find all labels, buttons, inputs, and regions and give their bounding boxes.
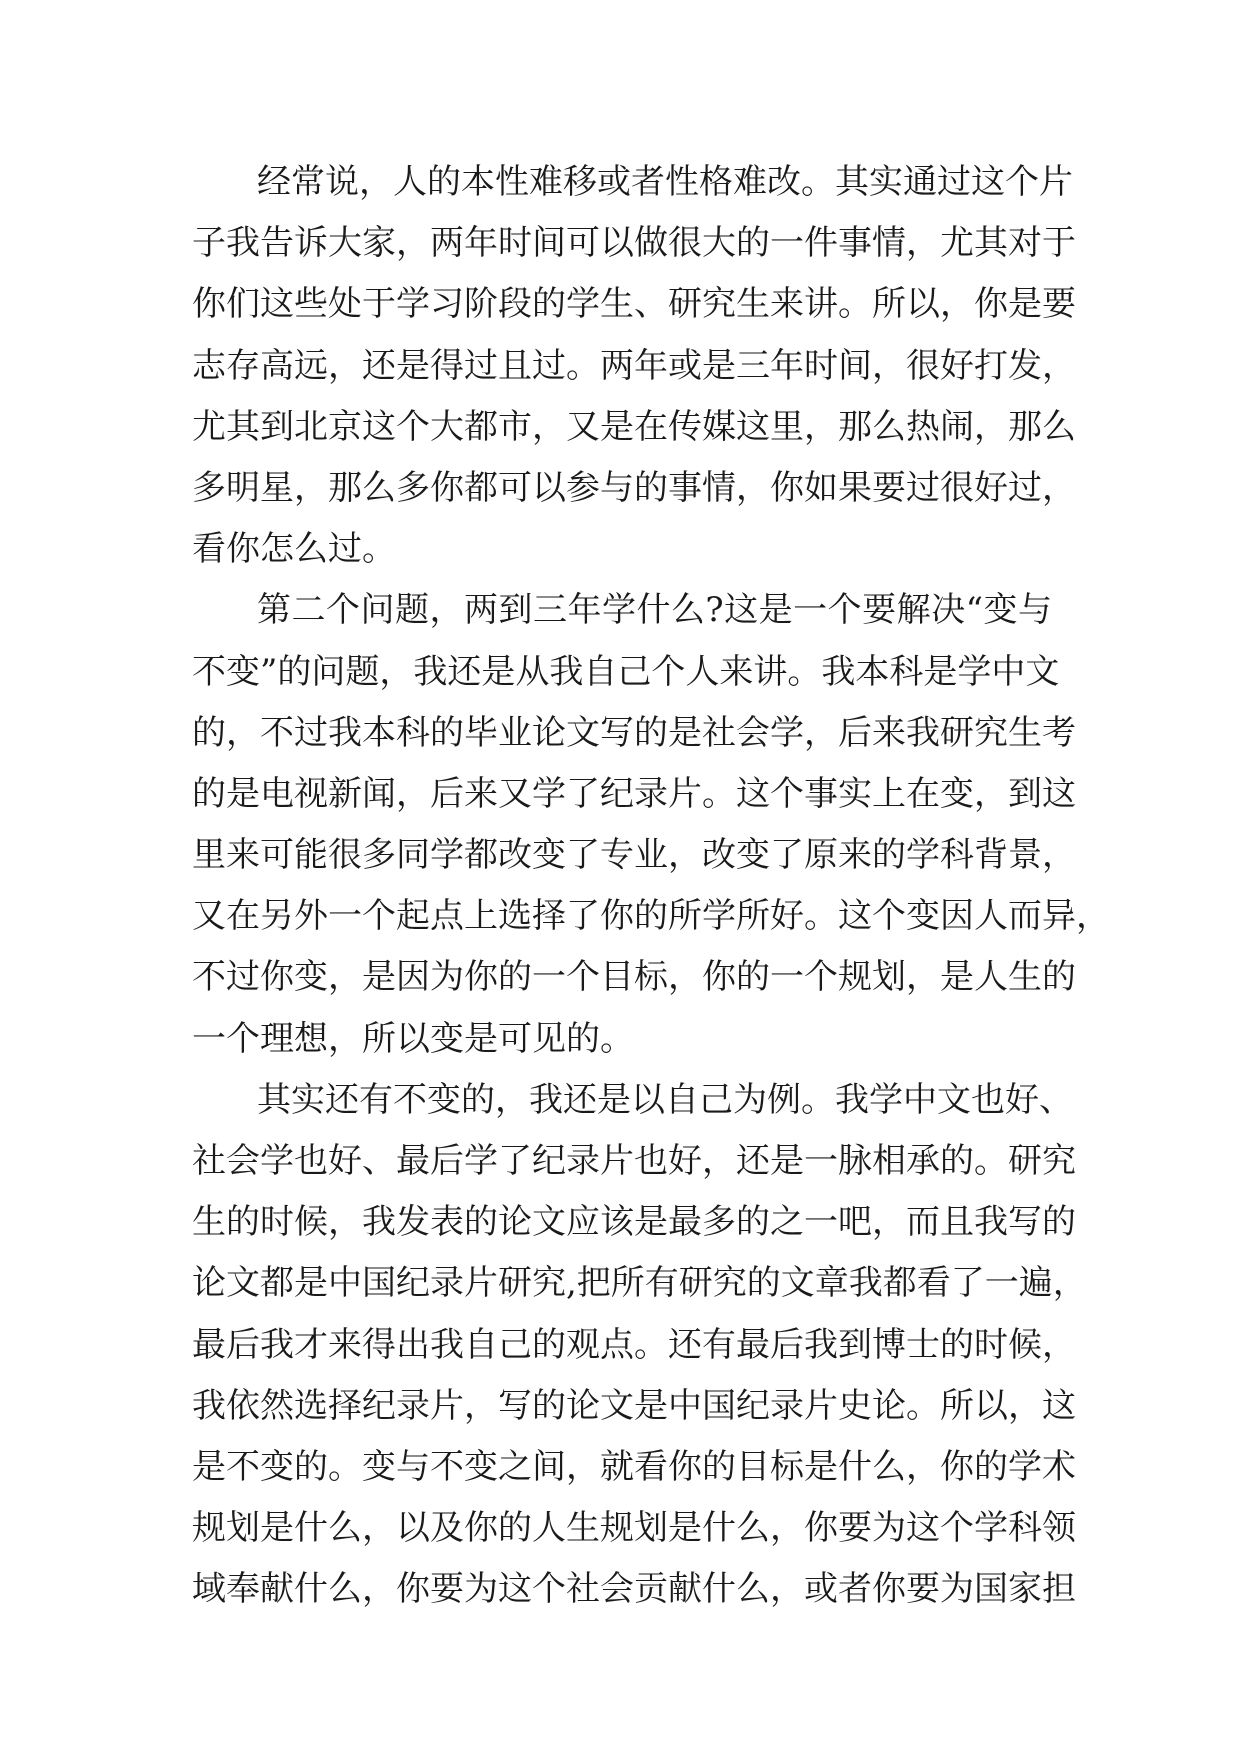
paragraph-2-line-3: 的，不过我本科的毕业论文写的是社会学，后来我研究生考 — [192, 712, 1076, 753]
paragraph-2-line-1: 第二个问题，两到三年学什么?这是一个要解决“变与 — [257, 590, 1052, 631]
paragraph-2-line-4: 的是电视新闻，后来又学了纪录片。这个事实上在变，到这 — [192, 773, 1076, 814]
paragraph-3-line-2: 社会学也好、最后学了纪录片也好，还是一脉相承的。研究 — [192, 1141, 1076, 1181]
paragraph-2-line-5: 里来可能很多同学都改变了专业，改变了原来的学科背景， — [192, 835, 1076, 876]
paragraph-3-line-4: 论文都是中国纪录片研究,把所有研究的文章我都看了一遍， — [192, 1263, 1087, 1304]
paragraph-2-line-7: 不过你变，是因为你的一个目标，你的一个规划，是人生的 — [192, 957, 1076, 998]
paragraph-3-line-6: 我依然选择纪录片，写的论文是中国纪录片史论。所以，这 — [192, 1385, 1076, 1426]
paragraph-2-line-6: 又在另外一个起点上选择了你的所学所好。这个变因人而异， — [192, 896, 1110, 937]
paragraph-1-line-3: 你们这些处于学习阶段的学生、研究生来讲。所以，你是要 — [192, 284, 1076, 325]
paragraph-1-line-7: 看你怎么过。 — [192, 529, 396, 570]
paragraph-2-line-8: 一个理想，所以变是可见的。 — [192, 1018, 634, 1059]
paragraph-3-line-8: 规划是什么，以及你的人生规划是什么，你要为这个学科领 — [192, 1508, 1076, 1549]
paragraph-1-line-6: 多明星，那么多你都可以参与的事情，你如果要过很好过， — [192, 467, 1076, 508]
paragraph-3-line-3: 生的时候，我发表的论文应该是最多的之一吧，而且我写的 — [192, 1202, 1076, 1243]
paragraph-1-line-4: 志存高远，还是得过且过。两年或是三年时间，很好打发， — [192, 345, 1076, 386]
document-body — [192, 152, 1110, 1621]
paragraph-1-line-1: 经常说，人的本性难移或者性格难改。其实通过这个片 — [257, 162, 1073, 202]
paragraph-2-line-2: 不变”的问题，我还是从我自己个人来讲。我本科是学中文 — [192, 651, 1060, 692]
paragraph-1-line-2: 子我告诉大家，两年时间可以做很大的一件事情，尤其对于 — [192, 223, 1076, 264]
paragraph-3-line-1: 其实还有不变的，我还是以自己为例。我学中文也好、 — [257, 1079, 1073, 1120]
paragraph-3-line-7: 是不变的。变与不变之间，就看你的目标是什么，你的学术 — [192, 1446, 1076, 1487]
paragraph-1-line-5: 尤其到北京这个大都市，又是在传媒这里，那么热闹，那么 — [192, 406, 1076, 447]
paragraph-3-line-5: 最后我才来得出我自己的观点。还有最后我到博士的时候， — [192, 1324, 1076, 1365]
paragraph-3-line-9: 域奉献什么，你要为这个社会贡献什么，或者你要为国家担 — [192, 1569, 1076, 1610]
